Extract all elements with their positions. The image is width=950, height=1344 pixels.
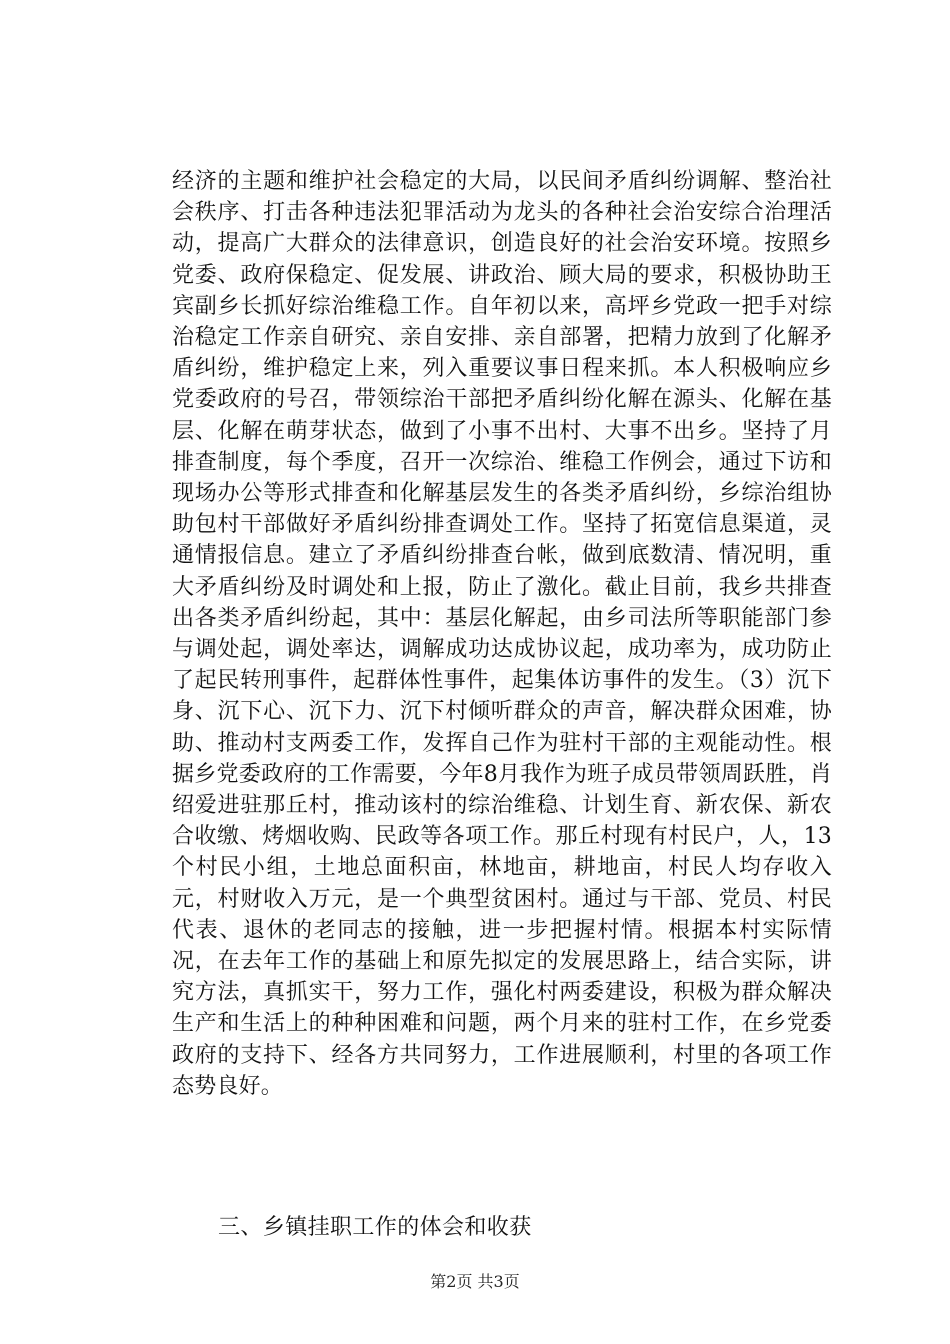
page-number-footer: 第2页 共3页 — [430, 1272, 520, 1291]
body-paragraph: 经济的主题和维护社会稳定的大局，以民间矛盾纠纷调解、整治社会秩序、打击各种违法犯罪活动为龙头的各种社会治安综合治理活动，提高广大群众的法律意识，创造良好的社会治安环境。按照乡党委、政府保稳定、促发展、讲政治、顾大局的要求，积极协助王宾副乡长抓好综治维稳工作。自年初以来，高坪乡党政一把手对综治稳定工作亲自研究、亲自安排、亲自部署，把精力放到了化解矛盾纠纷，维护稳定上来，列入重要议事日程来抓。本人积极响应乡党委政府的号召，带领综治干部把矛盾纠纷化解在源头、化解在基层、化解在萌芽状态，做到了小事不出村、大事不出乡。坚持了月排查制度，每个季度，召开一次综治、维稳工作例会，通过下访和现场办公等形式排查和化解基层发生的各类矛盾纠纷，乡综治组协助包村干部做好矛盾纠纷排查调处工作。坚持了拓宽信息渠道，灵通情报信息。建立了矛盾纠纷排查台帐，做到底数清、情况明，重大矛盾纠纷及时调处和上报，防止了激化。截止目前，我乡共排查出各类矛盾纠纷起，其中：基层化解起，由乡司法所等职能部门参与调处起，调处率达，调解成功达成协议起，成功率为，成功防止了起民转刑事件，起群体性事件，起集体访事件的发生。（3）沉下身、沉下心、沉下力、沉下村倾听群众的声音，解决群众困难，协助、推动村支两委工作，发挥自己作为驻村干部的主观能动性。根据乡党委政府的工作需要，今年8月我作为班子成员带领周跃胜，肖绍爱进驻那丘村，推动该村的综治维稳、计划生育、新农保、新农合收缴、烤烟收购、民政等各项工作。那丘村现有村民户，人，13个村民小组，土地总面积亩，林地亩，耕地亩，村民人均存收入元，村财收入万元，是一个典型贫困村。通过与干部、党员、村民代表、退休的老同志的接触，进一步把握村情。根据本村实际情况，在去年工作的基础上和原先拟定的发展思路上，结合实际，讲究方法，真抓实干，努力工作，强化村两委建设，积极为群众解决生产和生活上的种种困难和问题，两个月来的驻村工作，在乡党委政府的支持下、经各方共同努力，工作进展顺利，村里的各项工作态势良好。 — [172, 169, 832, 1099]
section-heading: 三、乡镇挂职工作的体会和收获 — [218, 1215, 532, 1240]
